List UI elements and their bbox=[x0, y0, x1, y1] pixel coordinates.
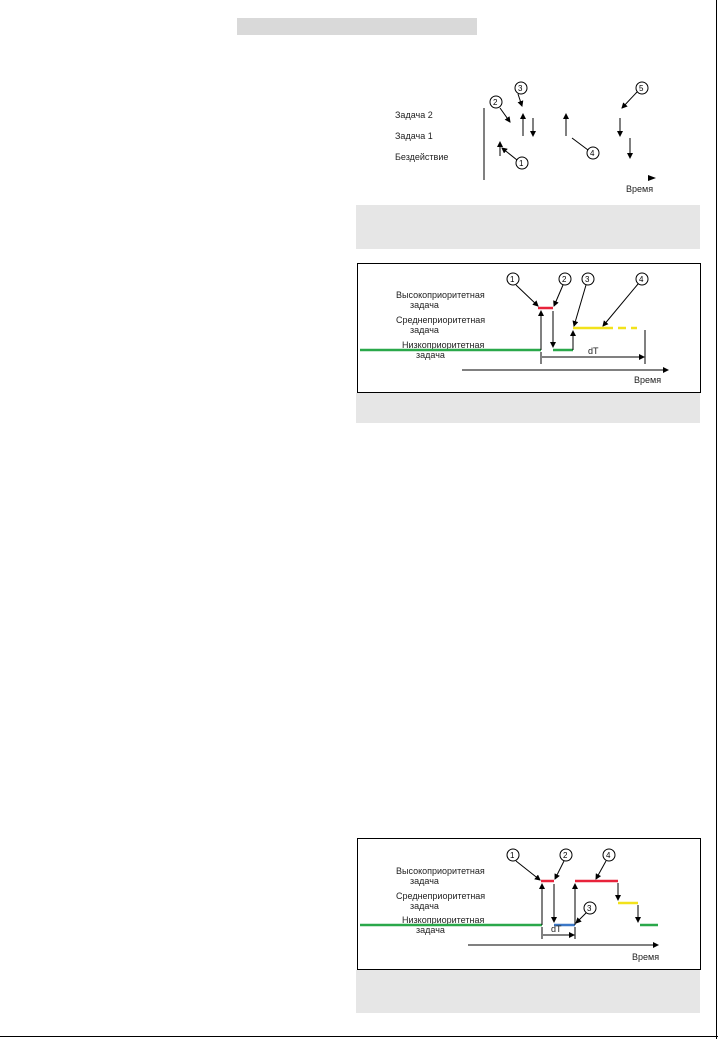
fig2-marker-1: 1 bbox=[510, 275, 515, 284]
fig2-label-low-2: задача bbox=[416, 350, 445, 360]
fig2-dt-label: dT bbox=[588, 346, 599, 356]
fig2-marker-2: 2 bbox=[562, 275, 567, 284]
figure-2-caption bbox=[356, 393, 700, 423]
page-header-bar bbox=[237, 18, 477, 35]
marker-5: 5 bbox=[639, 84, 644, 93]
fig2-time-label: Время bbox=[634, 375, 662, 385]
fig2-marker-3: 3 bbox=[585, 275, 590, 284]
fig3-marker-2: 2 bbox=[563, 851, 568, 860]
figure-3-frame bbox=[357, 838, 701, 970]
fig3-label-low-1: Низкоприоритетная bbox=[402, 915, 485, 925]
marker-4: 4 bbox=[590, 149, 595, 158]
fig3-marker-1: 1 bbox=[510, 851, 515, 860]
figure-1-diagram bbox=[380, 78, 670, 200]
fig2-label-high-2: задача bbox=[410, 300, 439, 310]
label-task-1: Задача 1 bbox=[395, 131, 433, 141]
fig3-label-mid-1: Среднеприоритетная bbox=[396, 891, 486, 901]
fig3-marker-4: 4 bbox=[606, 851, 611, 860]
fig3-marker-3: 3 bbox=[587, 904, 592, 913]
fig2-marker-4: 4 bbox=[639, 275, 644, 284]
label-idle: Бездействие bbox=[395, 152, 449, 162]
fig3-label-low-2: задача bbox=[416, 925, 445, 935]
fig3-time-label: Время bbox=[632, 952, 660, 962]
page-right-border bbox=[716, 0, 717, 1039]
figure-3-diagram bbox=[358, 839, 700, 969]
fig3-label-mid-2: задача bbox=[410, 901, 439, 911]
figure-3-caption bbox=[356, 970, 700, 1013]
figure-2-diagram bbox=[358, 264, 700, 392]
fig3-label-high-1: Высокоприоритетная bbox=[396, 866, 485, 876]
figure-1-caption bbox=[356, 205, 700, 249]
marker-1: 1 bbox=[519, 159, 524, 168]
label-time: Время bbox=[626, 184, 654, 194]
fig2-label-mid-2: задача bbox=[410, 325, 439, 335]
figure-2-frame bbox=[357, 263, 701, 393]
fig3-dt-label: dT bbox=[551, 924, 562, 934]
page-bottom-rule bbox=[0, 1036, 718, 1037]
marker-3: 3 bbox=[518, 84, 523, 93]
fig3-label-high-2: задача bbox=[410, 876, 439, 886]
fig2-label-low-1: Низкоприоритетная bbox=[402, 340, 485, 350]
fig2-label-mid-1: Среднеприоритетная bbox=[396, 315, 486, 325]
fig2-label-high-1: Высокоприоритетная bbox=[396, 290, 485, 300]
label-task-2: Задача 2 bbox=[395, 110, 433, 120]
marker-2: 2 bbox=[493, 98, 498, 107]
